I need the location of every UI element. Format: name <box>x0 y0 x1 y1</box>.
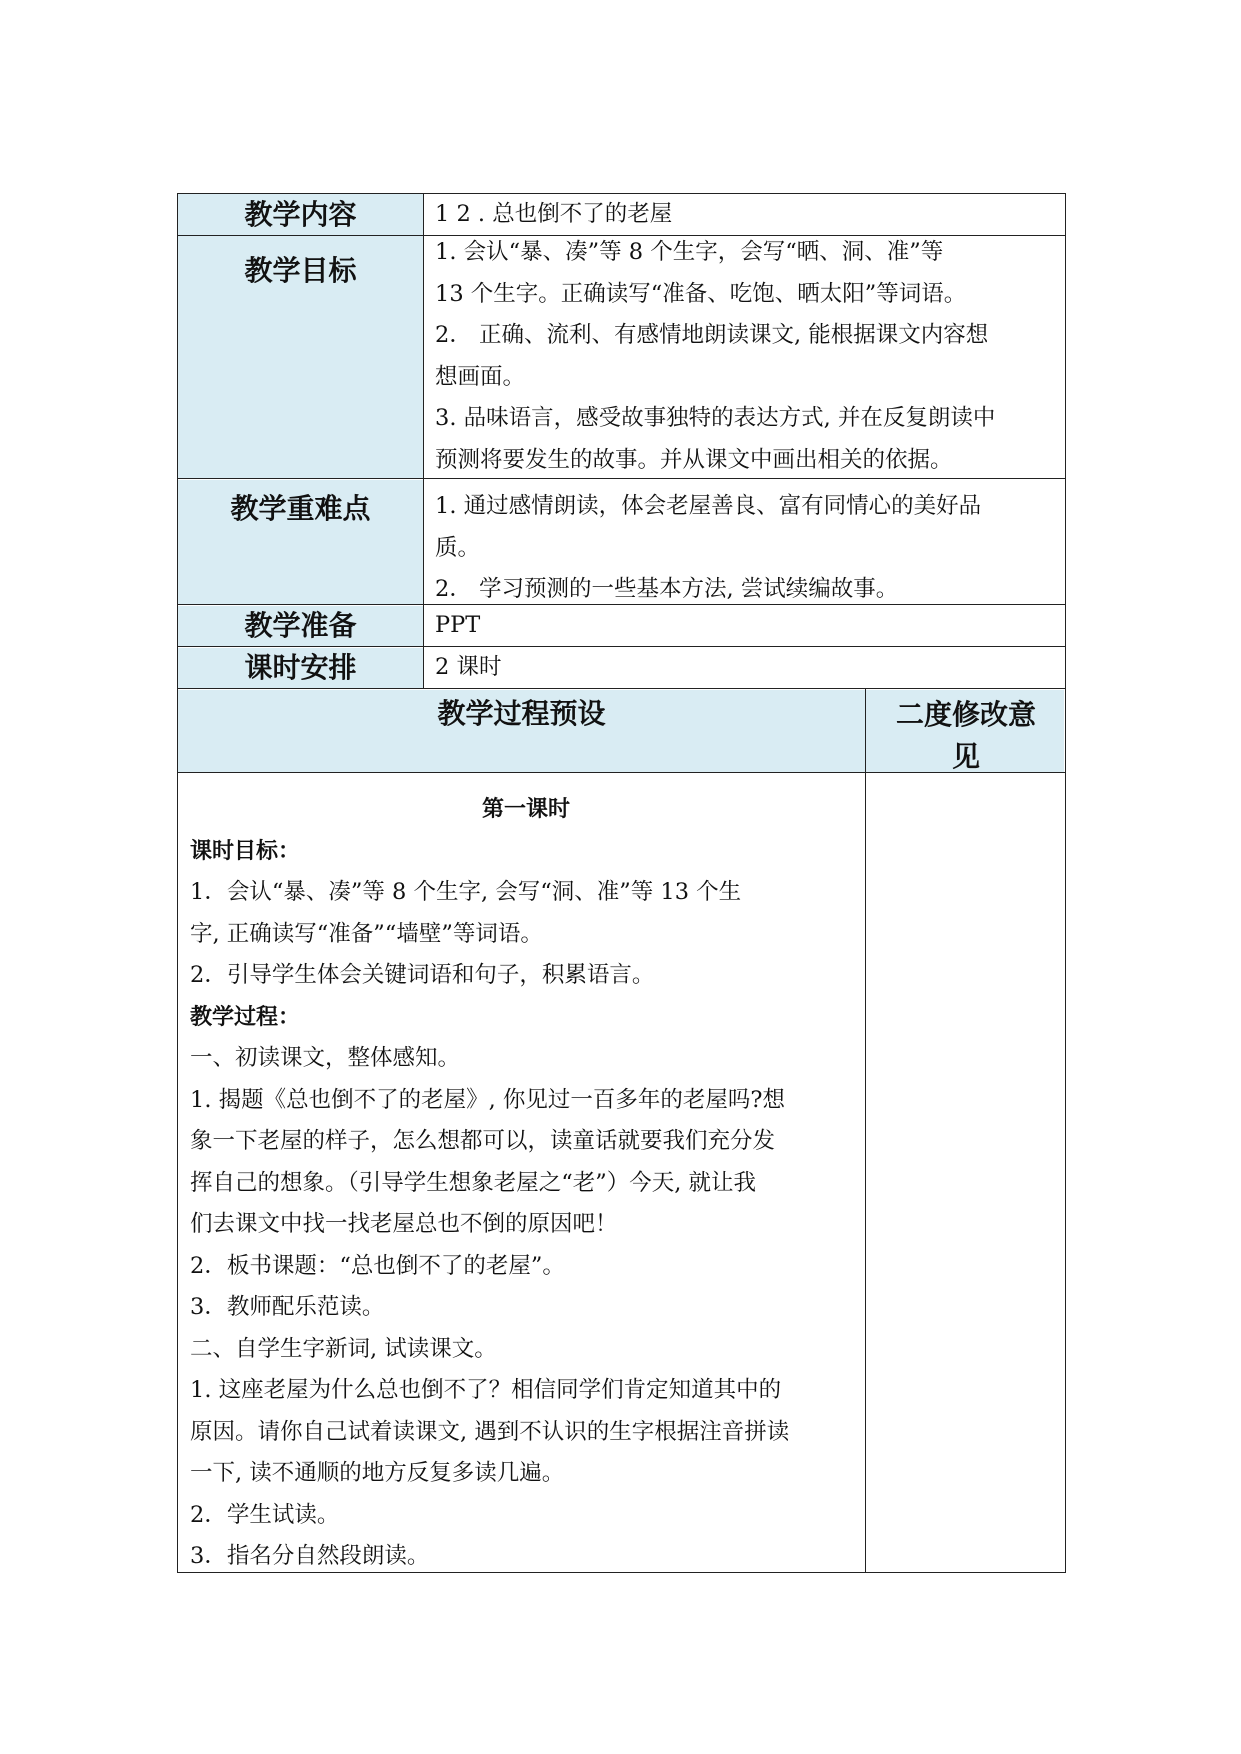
goal-line: 1．会认“暴、凑”等 8 个生字, 会写“洞、准”等 13 个生 <box>190 879 742 905</box>
process-line: 二、自学生字新词, 试读课文。 <box>190 1335 497 1362</box>
label-teaching-content: 教学内容 <box>244 198 357 231</box>
revision-header-line: 见 <box>951 740 980 773</box>
class-hours-value <box>435 647 1053 689</box>
period-title: 第一课时 <box>481 797 570 822</box>
goal-line: 字, 正确读写“准备”“墙壁”等词语。 <box>190 920 543 947</box>
content-line: 2． 正确、流利、有感情地朗读课文, 能根据课文内容想 <box>435 322 989 348</box>
process-line: 一下, 读不通顺的地方反复多读几遍。 <box>190 1460 565 1486</box>
label-teaching-goals: 教学目标 <box>244 254 357 287</box>
column-divider <box>423 194 424 689</box>
content-line: 想画面。 <box>435 363 526 390</box>
process-line: 一、初读课文，整体感知。 <box>190 1045 461 1071</box>
revision-header <box>866 694 1066 778</box>
content-line: 1. 会认“暴、凑”等 8 个生字，会写“晒、洞、准”等 <box>435 239 944 265</box>
content-line: 质。 <box>435 534 481 561</box>
process-line: 2．板书课题：“总也倒不了的老屋”。 <box>190 1252 565 1279</box>
content-line: 1 2 . 总也倒不了的老屋 <box>435 201 673 227</box>
lesson-plan-table <box>177 193 1066 1573</box>
content-line: 预测将要发生的故事。并从课文中画出相关的依据。 <box>435 446 953 473</box>
teaching-content-value <box>435 194 1053 236</box>
content-line: 2 课时 <box>435 654 502 680</box>
label-class-hours: 课时安排 <box>244 651 357 684</box>
content-line: 13 个生字。正确读写“准备、吃饱、晒太阳”等词语。 <box>435 280 967 307</box>
teaching-preparation-value <box>435 605 1053 647</box>
process-line: 象一下老屋的样子，怎么想都可以，读童话就要我们充分发 <box>190 1128 776 1154</box>
goal-line: 2．引导学生体会关键词语和句子，积累语言。 <box>190 962 655 988</box>
key-difficult-points-value <box>435 486 1053 611</box>
process-heading: 教学过程： <box>190 1004 301 1030</box>
label-teaching-preparation: 教学准备 <box>244 609 357 642</box>
process-line: 2．学生试读。 <box>190 1501 340 1528</box>
process-line: 3．指名分自然段朗读。 <box>190 1543 430 1569</box>
process-line: 挥自己的想象。（引导学生想象老屋之“老”）今天, 就让我 <box>190 1169 757 1196</box>
content-line: 2． 学习预测的一些基本方法, 尝试续编故事。 <box>435 576 899 602</box>
process-header: 教学过程预设 <box>437 697 606 730</box>
process-line: 3．教师配乐范读。 <box>190 1294 385 1320</box>
revision-header-line: 二度修改意 <box>895 698 1036 731</box>
process-body <box>190 789 862 1578</box>
process-line: 1. 揭题《总也倒不了的老屋》, 你见过一百多年的老屋吗?想 <box>190 1086 785 1113</box>
goals-heading: 课时目标： <box>190 838 301 864</box>
process-line: 原因。请你自己试着读课文, 遇到不认识的生字根据注音拼读 <box>190 1418 790 1445</box>
column-divider <box>865 689 866 1572</box>
content-line: PPT <box>435 612 481 638</box>
content-line: 1. 通过感情朗读，体会老屋善良、富有同情心的美好品 <box>435 493 982 519</box>
process-line: 1. 这座老屋为什么总也倒不了？相信同学们肯定知道其中的 <box>190 1377 782 1403</box>
content-line: 3. 品味语言，感受故事独特的表达方式, 并在反复朗读中 <box>435 405 996 431</box>
teaching-goals-value <box>435 232 1053 481</box>
process-line: 们去课文中找一找老屋总也不倒的原因吧！ <box>190 1211 618 1237</box>
label-key-difficult-points: 教学重难点 <box>230 492 371 525</box>
